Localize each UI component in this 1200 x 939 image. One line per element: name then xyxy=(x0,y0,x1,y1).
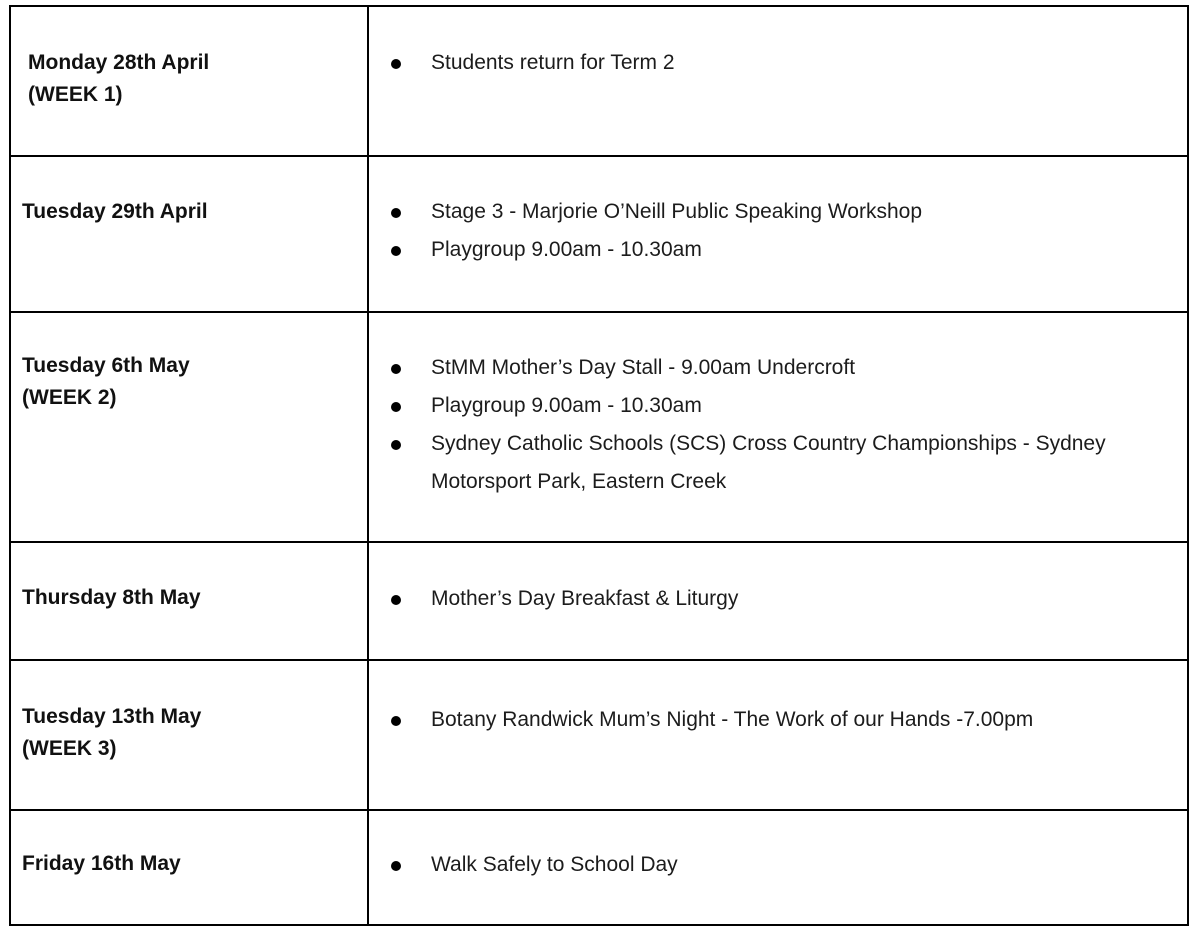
list-item xyxy=(369,425,1187,501)
row-date: Tuesday 13th May (WEEK 3) xyxy=(22,705,202,760)
event-text: Playgroup 9.00am - 10.30am xyxy=(431,238,702,261)
bullet-icon xyxy=(391,716,401,726)
bullet-icon xyxy=(391,364,401,374)
bullet-icon xyxy=(391,402,401,412)
date-cell xyxy=(10,6,368,156)
event-list xyxy=(369,193,1187,269)
list-item xyxy=(369,387,1187,425)
events-cell xyxy=(368,6,1188,156)
row-date: Thursday 8th May xyxy=(22,586,201,609)
table-row xyxy=(10,810,1188,925)
date-cell xyxy=(10,810,368,925)
list-item xyxy=(369,580,1187,618)
bullet-icon xyxy=(391,595,401,605)
events-cell xyxy=(368,660,1188,810)
events-cell xyxy=(368,156,1188,312)
date-cell xyxy=(10,156,368,312)
table-row xyxy=(10,156,1188,312)
bullet-icon xyxy=(391,208,401,218)
table-row xyxy=(10,542,1188,660)
event-list xyxy=(369,701,1187,739)
event-list xyxy=(369,44,1187,82)
event-text: StMM Mother’s Day Stall - 9.00am Undercroft xyxy=(431,356,856,379)
bullet-icon xyxy=(391,440,401,450)
event-text: Students return for Term 2 xyxy=(431,51,675,74)
row-date: Tuesday 29th April xyxy=(22,200,208,223)
event-text: Sydney Catholic Schools (SCS) Cross Country Championships - Sydney Motorsport Park, Eastern Creek xyxy=(431,432,1106,493)
bullet-icon xyxy=(391,861,401,871)
row-date: Friday 16th May xyxy=(22,852,181,875)
date-cell xyxy=(10,312,368,542)
list-item xyxy=(369,231,1187,269)
events-cell xyxy=(368,542,1188,660)
event-text: Mother’s Day Breakfast & Liturgy xyxy=(431,587,739,610)
event-text: Playgroup 9.00am - 10.30am xyxy=(431,394,702,417)
bullet-icon xyxy=(391,246,401,256)
date-cell xyxy=(10,542,368,660)
list-item xyxy=(369,349,1187,387)
bullet-icon xyxy=(391,59,401,69)
row-date: Tuesday 6th May (WEEK 2) xyxy=(22,354,190,409)
events-calendar-table xyxy=(9,5,1189,926)
list-item xyxy=(369,701,1187,739)
date-cell xyxy=(10,660,368,810)
event-list xyxy=(369,580,1187,618)
list-item xyxy=(369,193,1187,231)
event-list xyxy=(369,349,1187,501)
table-row xyxy=(10,312,1188,542)
event-list xyxy=(369,846,1187,884)
events-cell xyxy=(368,810,1188,925)
table-row xyxy=(10,6,1188,156)
table-row xyxy=(10,660,1188,810)
event-text: Walk Safely to School Day xyxy=(431,853,678,876)
event-text: Botany Randwick Mum’s Night - The Work of our Hands -7.00pm xyxy=(431,708,1034,731)
list-item xyxy=(369,846,1187,884)
event-text: Stage 3 - Marjorie O’Neill Public Speaking Workshop xyxy=(431,200,922,223)
row-date: Monday 28th April (WEEK 1) xyxy=(28,51,210,106)
list-item xyxy=(369,44,1187,82)
events-cell xyxy=(368,312,1188,542)
